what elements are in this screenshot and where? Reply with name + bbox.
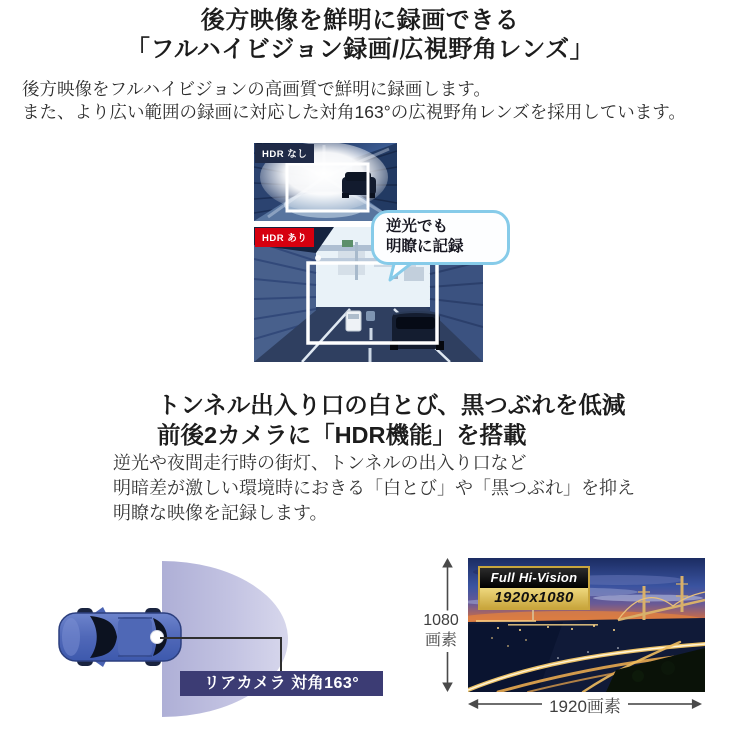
section2-body-line2: 明暗差が激しい環境時におきる「白とび」や「黒つぶれ」を抑え [113, 478, 635, 498]
section2-title-line2: 前後2カメラに「HDR機能」を搭載 [157, 422, 527, 448]
camera-connector-line-v [280, 637, 282, 674]
callout-line1: 逆光でも [386, 218, 449, 235]
height-value: 1080 [423, 612, 459, 629]
section1-title-line1: 後方映像を鮮明に録画できる [200, 7, 520, 34]
hdr-off-badge: HDR なし [255, 144, 314, 163]
section1-body [22, 78, 686, 123]
width-pixels-label: 1920画素 [549, 696, 621, 716]
section2-body-line1: 逆光や夜間走行時の街灯、トンネルの出入り口など [113, 453, 527, 473]
callout-bubble [371, 210, 510, 265]
section1-title [0, 6, 720, 64]
right-arrow-icon [628, 698, 702, 710]
section1-body-line1: 後方映像をフルハイビジョンの高画質で鮮明に録画します。 [22, 79, 491, 99]
left-arrow-icon [468, 698, 542, 710]
camera-connector-line-h [160, 637, 282, 639]
section2-title [157, 390, 625, 450]
tunnel-image-hdr-off [254, 143, 397, 221]
hdr-on-badge: HDR あり [255, 228, 314, 247]
width-dimension-row [468, 692, 702, 716]
full-hivision-badge [478, 566, 590, 610]
section1-title-line2: 「フルハイビジョン録画/広視野角レンズ」 [125, 36, 595, 63]
section2-body [113, 451, 635, 526]
section2-body-line3: 明瞭な映像を記録します。 [113, 503, 328, 523]
badge-title: Full Hi-Vision [480, 568, 588, 588]
section1-body-line2: また、より広い範囲の録画に対応した対角163°の広視野角レンズを採用しています。 [22, 101, 686, 122]
rear-camera-label: リアカメラ 対角163° [180, 671, 383, 696]
height-unit: 画素 [424, 632, 457, 649]
section2-title-line1: トンネル出入り口の白とび、黒つぶれを低減 [157, 392, 626, 418]
height-pixels-label [412, 611, 470, 651]
callout-line2: 明瞭に記録 [386, 238, 464, 255]
badge-value: 1920x1080 [480, 588, 588, 608]
